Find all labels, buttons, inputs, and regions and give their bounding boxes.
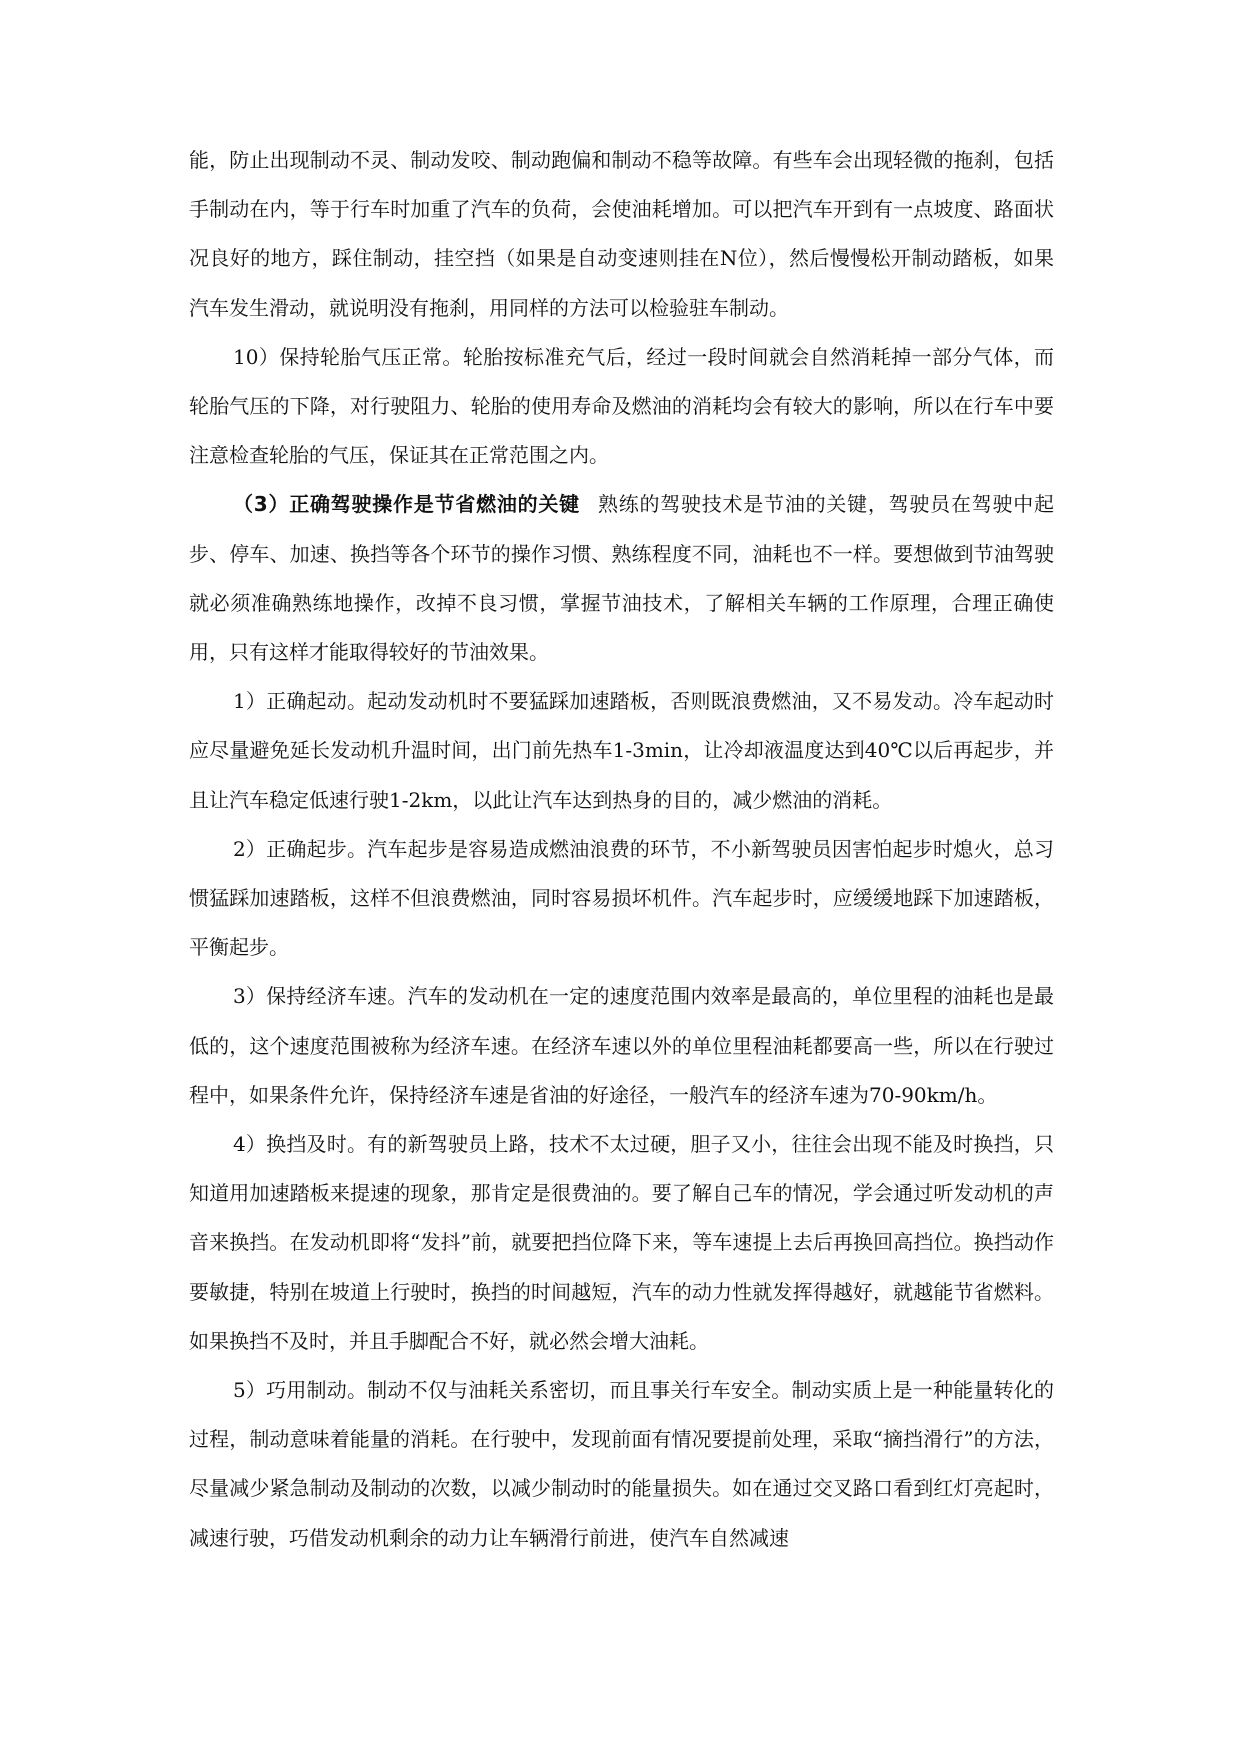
paragraph-correct-pullaway: 2）正确起步。汽车起步是容易造成燃油浪费的环节，不小新驾驶员因害怕起步时熄火，总习惯猛踩加速踏板，这样不但浪费燃油，同时容易损坏机件。汽车起步时，应缓缓地踩下加速踏板，平衡起步。 [189, 836, 1054, 960]
section-heading: （3）正确驾驶操作是节省燃油的关键 [233, 492, 580, 517]
paragraph-braking: 5）巧用制动。制动不仅与油耗关系密切，而且事关行车安全。制动实质上是一种能量转化的过程，制动意味着能量的消耗。在行驶中，发现前面有情况要提前处理，采取“摘挡滑行”的方法，尽量减少紧急制动及制动的次数，以减少制动时的能量损失。如在通过交叉路口看到红灯亮起时，减速行驶，巧借发动机剩余的动力让车辆滑行前进，使汽车自然减速 [189, 1378, 1054, 1550]
document-body [189, 136, 1054, 1563]
paragraph-tire-pressure: 10）保持轮胎气压正常。轮胎按标准充气后，经过一段时间就会自然消耗掉一部分气体，而轮胎气压的下降，对行驶阻力、轮胎的使用寿命及燃油的消耗均会有较大的影响，所以在行车中要注意检查轮胎的气压，保证其在正常范围之内。 [189, 344, 1054, 468]
paragraph-gear-shift: 4）换挡及时。有的新驾驶员上路，技术不太过硬，胆子又小，往往会出现不能及时换挡，只知道用加速踏板来提速的现象，那肯定是很费油的。要了解自己车的情况，学会通过听发动机的声音来换挡。在发动机即将“发抖”前，就要把挡位降下来，等车速提上去后再换回高挡位。换挡动作要敏捷，特别在坡道上行驶时，换挡的时间越短，汽车的动力性就发挥得越好，就越能节省燃料。如果换挡不及时，并且手脚配合不好，就必然会增大油耗。 [189, 1132, 1054, 1353]
paragraph-driving-section [189, 480, 1054, 677]
paragraph-brake-check: 能，防止出现制动不灵、制动发咬、制动跑偏和制动不稳等故障。有些车会出现轻微的拖刹，包括手制动在内，等于行车时加重了汽车的负荷，会使油耗增加。可以把汽车开到有一点坡度、路面状况良好的地方，踩住制动，挂空挡（如果是自动变速则挂在N位），然后慢慢松开制动踏板，如果汽车发生滑动，就说明没有拖刹，用同样的方法可以检验驻车制动。 [189, 148, 1054, 320]
paragraph-correct-start: 1）正确起动。起动发动机时不要猛踩加速踏板，否则既浪费燃油，又不易发动。冷车起动时应尽量避免延长发动机升温时间，出门前先热车1-3min，让冷却液温度达到40℃以后再起步，并且让汽车稳定低速行驶1-2km，以此让汽车达到热身的目的，减少燃油的消耗。 [189, 689, 1054, 812]
section-intro-text: 熟练的驾驶技术是节油的关键，驾驶员在驾驶中起步、停车、加速、换挡等各个环节的操作习惯、熟练程度不同，油耗也不一样。要想做到节油驾驶就必须准确熟练地操作，改掉不良习惯，掌握节油技术，了解相关车辆的工作原理，合理正确使用，只有这样才能取得较好的节油效果。 [189, 492, 1055, 665]
paragraph-economic-speed: 3）保持经济车速。汽车的发动机在一定的速度范围内效率是最高的，单位里程的油耗也是最低的，这个速度范围被称为经济车速。在经济车速以外的单位里程油耗都要高一些，所以在行驶过程中，如果条件允许，保持经济车速是省油的好途径，一般汽车的经济车速为70-90km/h。 [189, 984, 1054, 1107]
